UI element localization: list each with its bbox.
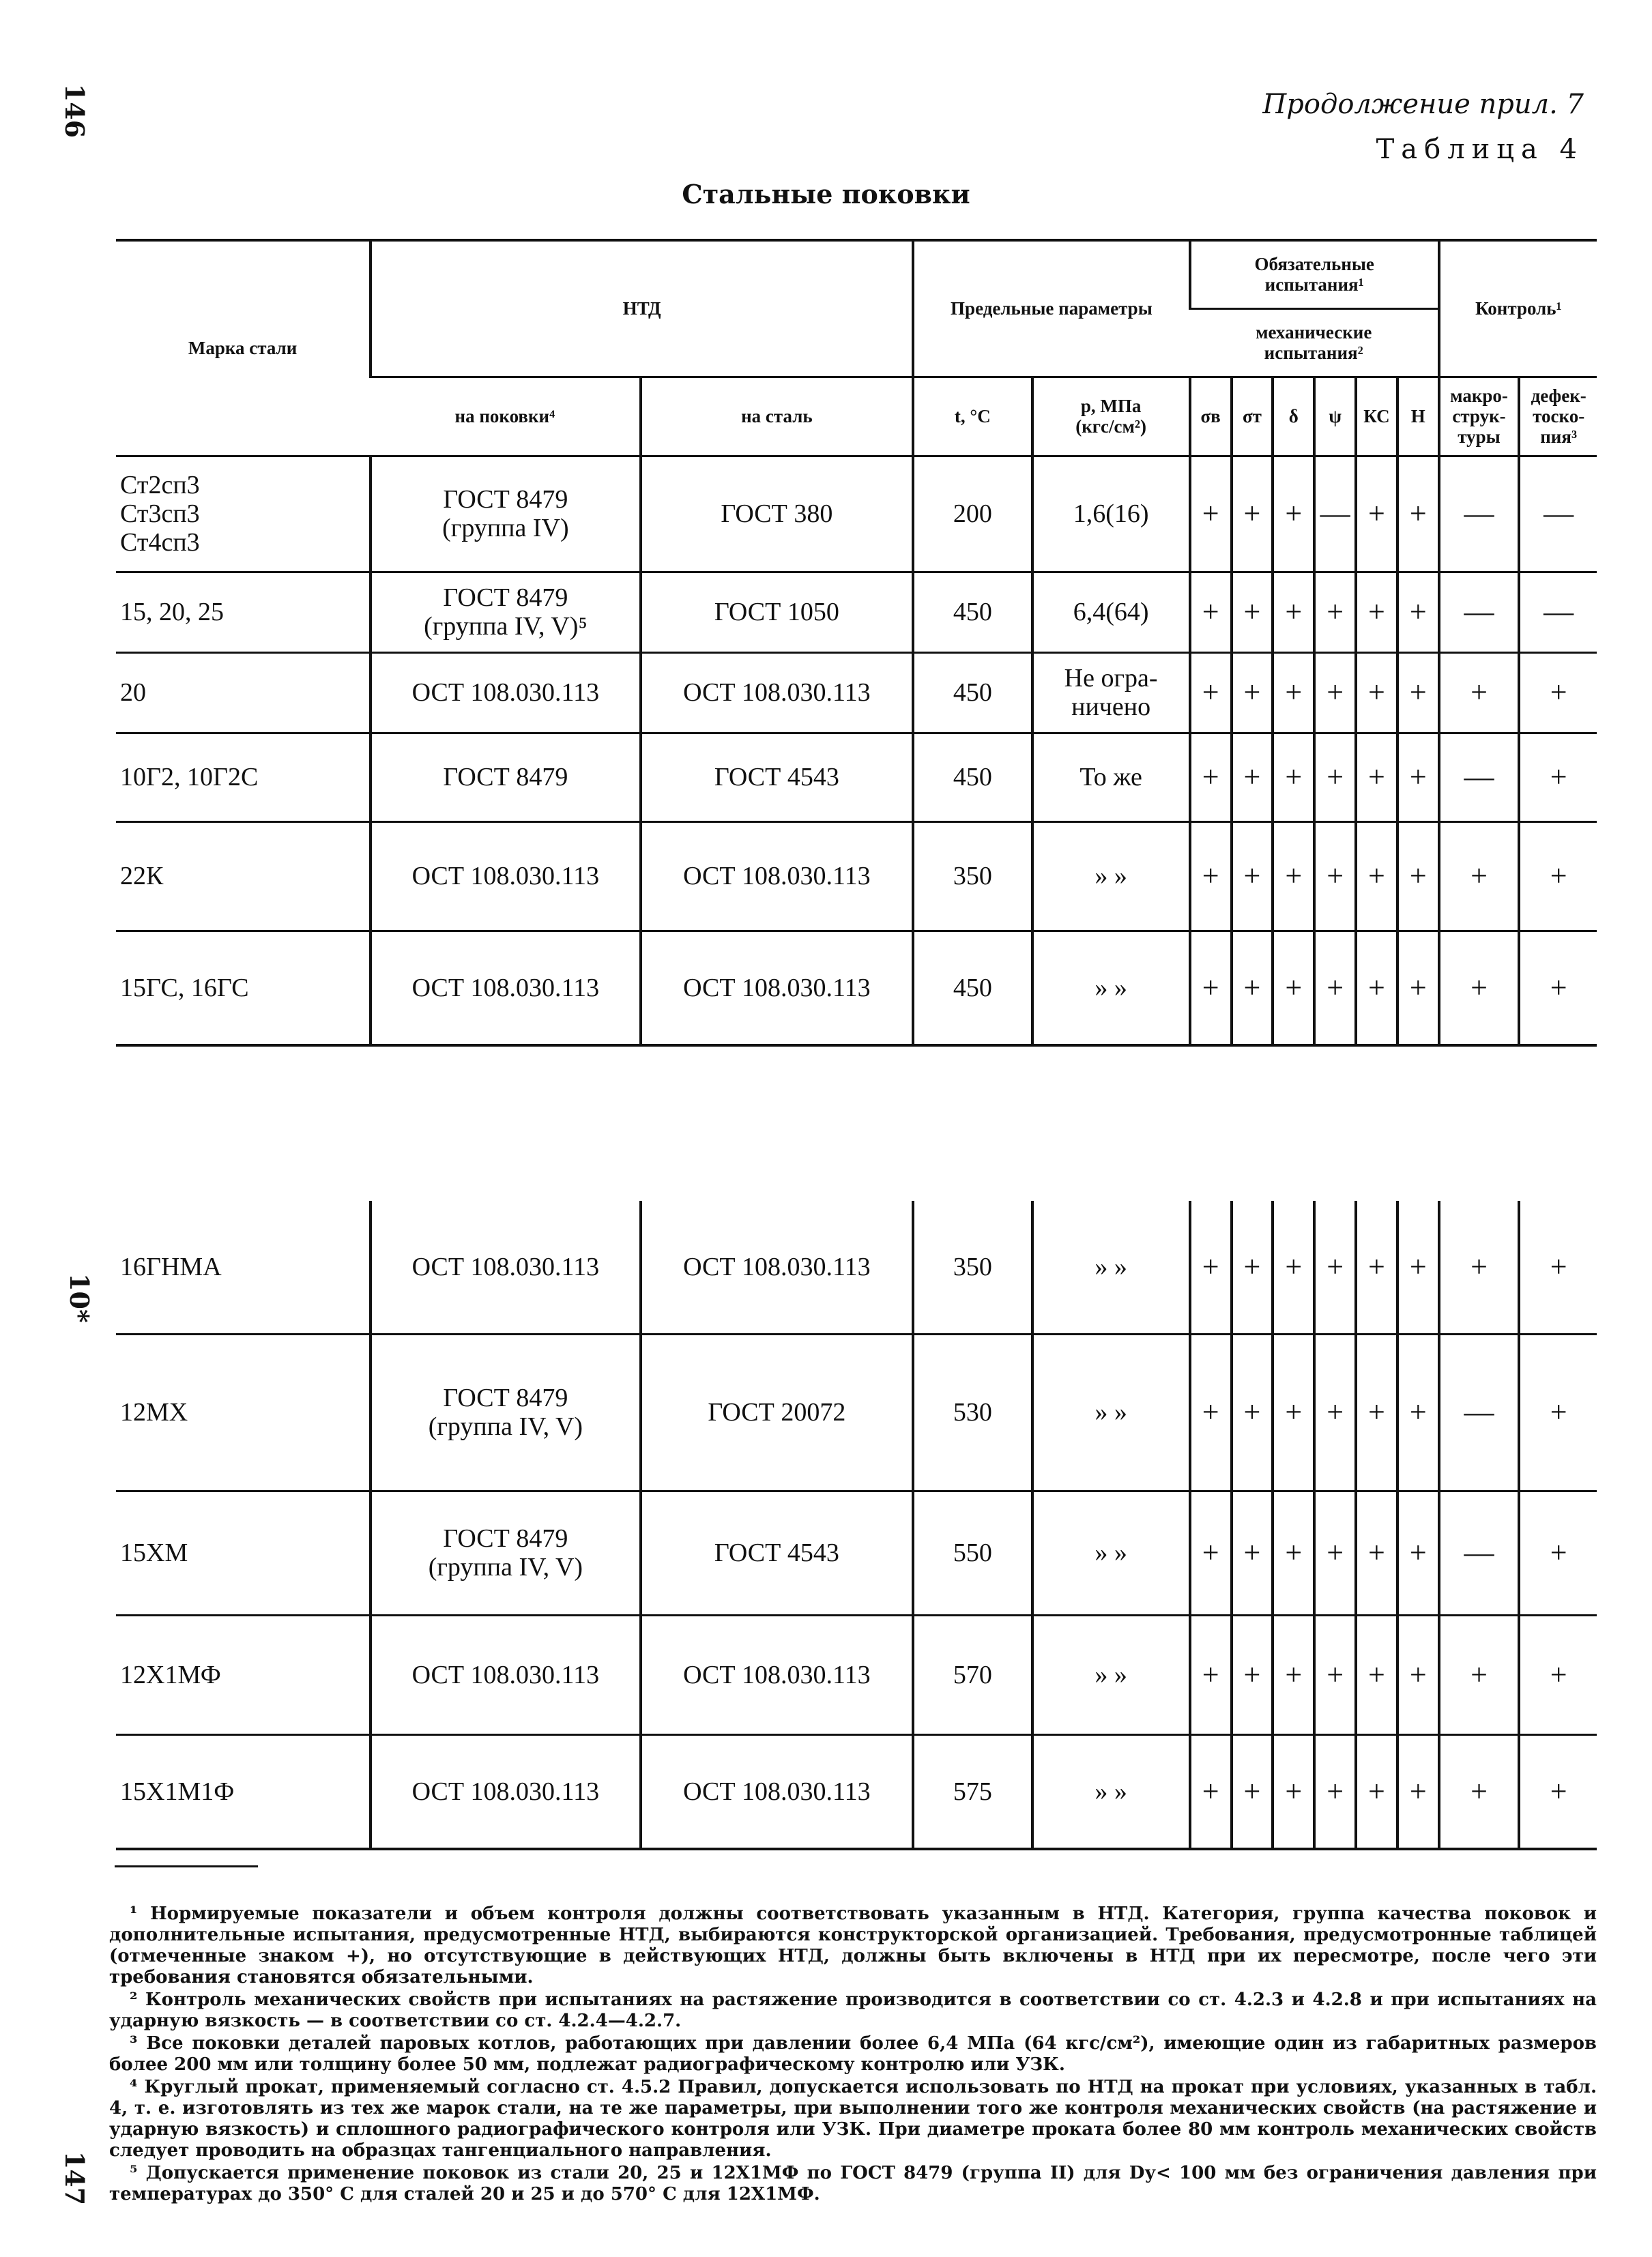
page-number-bottom: 147	[59, 2151, 91, 2206]
grade-cell: 12Х1МФ	[120, 1660, 221, 1689]
kc-cell: +	[1356, 456, 1397, 572]
col-sigma-b: σв	[1190, 377, 1232, 456]
footnote-rule	[115, 1865, 258, 1867]
steel-forgings-table-top	[116, 239, 1597, 1047]
macro-line1: макро-	[1450, 385, 1508, 406]
col-mech-tests	[1190, 308, 1439, 377]
kc-cell: +	[1356, 1334, 1397, 1491]
delta-cell: +	[1273, 1334, 1314, 1491]
table-row	[116, 733, 1597, 821]
h-cell: +	[1397, 652, 1439, 733]
t-cell: 450	[913, 931, 1032, 1045]
psi-cell: +	[1314, 1201, 1356, 1334]
t-cell: 450	[913, 572, 1032, 652]
ntd-forging-cell: ГОСТ 8479 (группа IV, V)	[371, 1334, 640, 1491]
defect-cell: +	[1519, 733, 1597, 821]
ntd-steel-cell: ГОСТ 380	[641, 456, 914, 572]
delta-cell: +	[1273, 572, 1314, 652]
macro-cell: —	[1439, 1491, 1520, 1615]
h-cell: +	[1397, 1615, 1439, 1734]
grade-cell: 10Г2, 10Г2С	[120, 763, 259, 791]
t-cell: 200	[913, 456, 1032, 572]
sigma-b-cell: +	[1190, 1334, 1232, 1491]
table-row	[116, 572, 1597, 652]
col-sigma-t: σт	[1232, 377, 1273, 456]
grade-cell: 20	[120, 678, 146, 707]
delta-cell: +	[1273, 1201, 1314, 1334]
h-cell: +	[1397, 821, 1439, 931]
col-t: t, °С	[913, 377, 1032, 456]
t-cell: 570	[913, 1615, 1032, 1734]
col-ntd-forgings: на поковки⁴	[371, 377, 640, 456]
sigma-b-cell: +	[1190, 652, 1232, 733]
delta-cell: +	[1273, 652, 1314, 733]
ntd-forging-cell: ОСТ 108.030.113	[371, 1734, 640, 1849]
ntd-steel-cell: ОСТ 108.030.113	[641, 1615, 914, 1734]
grade-cell: 15ХМ	[120, 1539, 188, 1567]
ntd-forging-cell: ОСТ 108.030.113	[371, 931, 640, 1045]
ntd-steel-cell: ОСТ 108.030.113	[641, 652, 914, 733]
p-cell: То же	[1032, 733, 1190, 821]
psi-cell: +	[1314, 1615, 1356, 1734]
col-delta: δ	[1273, 377, 1314, 456]
delta-cell: +	[1273, 821, 1314, 931]
macro-cell: —	[1439, 1334, 1520, 1491]
sigma-b-cell: +	[1190, 733, 1232, 821]
sigma-t-cell: +	[1232, 733, 1273, 821]
sigma-t-cell: +	[1232, 1491, 1273, 1615]
mandatory-tests-line2: испытания¹	[1264, 274, 1364, 295]
psi-cell: +	[1314, 1734, 1356, 1849]
macro-cell: +	[1439, 1201, 1520, 1334]
sigma-t-cell: +	[1232, 821, 1273, 931]
p-cell: » »	[1032, 1491, 1190, 1615]
ntd-steel-cell: ОСТ 108.030.113	[641, 1734, 914, 1849]
table-row	[116, 931, 1597, 1045]
table-body-top	[116, 456, 1597, 1045]
kc-cell: +	[1356, 821, 1397, 931]
col-ntd: НТД	[371, 240, 913, 377]
ntd-forging-cell: ОСТ 108.030.113	[371, 821, 640, 931]
defect-cell: +	[1519, 821, 1597, 931]
defect-cell: +	[1519, 1334, 1597, 1491]
sheet-mark: 10*	[63, 1273, 95, 1323]
kc-cell: +	[1356, 1615, 1397, 1734]
macro-cell: —	[1439, 733, 1520, 821]
psi-cell: +	[1314, 1491, 1356, 1615]
table-row	[116, 821, 1597, 931]
footnote: ⁴ Круглый прокат, применяемый согласно ст. 4.5.2 Правил, допускается использовать по НТД на прокат при условиях, указанных в табл. 4, т. е. изготовлять из тех же марок стали, на те же параметры, при выполнении того же контроля механических свойств (на растяжение и ударную вязкость) и сплошного радиографического контроля или УЗК. При диаметре проката более 80 мм контроль механических свойств следует проводить на образцах тангенциального направления.	[109, 2077, 1597, 2161]
macro-cell: —	[1439, 572, 1520, 652]
defect-line3: пия³	[1540, 426, 1578, 447]
ntd-steel-cell: ОСТ 108.030.113	[641, 821, 914, 931]
footnote: ⁵ Допускается применение поковок из стали 20, 25 и 12Х1МФ по ГОСТ 8479 (группа II) для Dу< 100 мм без ограничения давления при температурах до 350° С для сталей 20 и 25 и до 570° С для 12Х1МФ.	[109, 2163, 1597, 2204]
macro-cell: +	[1439, 1734, 1520, 1849]
sigma-t-cell: +	[1232, 1615, 1273, 1734]
t-cell: 450	[913, 652, 1032, 733]
p-cell: » »	[1032, 1734, 1190, 1849]
table-label: Таблица 4	[1376, 134, 1584, 165]
defect-cell: +	[1519, 1491, 1597, 1615]
macro-line3: туры	[1458, 426, 1501, 447]
sigma-t-cell: +	[1232, 652, 1273, 733]
psi-cell: +	[1314, 931, 1356, 1045]
col-h: Н	[1397, 377, 1439, 456]
grade-cell: 15, 20, 25	[120, 598, 224, 626]
grade-cell: 12МХ	[120, 1398, 188, 1427]
defect-cell: +	[1519, 931, 1597, 1045]
h-cell: +	[1397, 1491, 1439, 1615]
table-body-bottom	[116, 1201, 1597, 1849]
h-cell: +	[1397, 572, 1439, 652]
t-cell: 350	[913, 1201, 1032, 1334]
macro-cell: —	[1439, 456, 1520, 572]
defect-cell: —	[1519, 572, 1597, 652]
p-cell: Не огра- ничено	[1032, 652, 1190, 733]
p-cell: » »	[1032, 931, 1190, 1045]
ntd-forging-cell: ОСТ 108.030.113	[371, 1201, 640, 1334]
delta-cell: +	[1273, 1734, 1314, 1849]
t-cell: 530	[913, 1334, 1032, 1491]
kc-cell: +	[1356, 652, 1397, 733]
defect-cell: +	[1519, 1734, 1597, 1849]
col-mandatory-tests	[1190, 240, 1439, 308]
mech-tests-line1: механические	[1256, 322, 1372, 343]
p-cell: » »	[1032, 821, 1190, 931]
defect-cell: +	[1519, 652, 1597, 733]
kc-cell: +	[1356, 1734, 1397, 1849]
t-cell: 550	[913, 1491, 1032, 1615]
col-ntd-steel: на сталь	[641, 377, 914, 456]
footnote: ³ Все поковки деталей паровых котлов, работающих при давлении более 6,4 МПа (64 кгс/см²), имеющие один из габаритных размеров более 200 мм или толщину более 50 мм, подлежат радиографическому контролю или УЗК.	[109, 2033, 1597, 2075]
table-row	[116, 1615, 1597, 1734]
delta-cell: +	[1273, 1615, 1314, 1734]
sigma-t-cell: +	[1232, 572, 1273, 652]
sigma-b-cell: +	[1190, 572, 1232, 652]
sigma-t-cell: +	[1232, 1734, 1273, 1849]
table-row	[116, 1334, 1597, 1491]
h-cell: +	[1397, 931, 1439, 1045]
delta-cell: +	[1273, 733, 1314, 821]
macro-line2: струк-	[1452, 406, 1506, 426]
delta-cell: +	[1273, 456, 1314, 572]
sigma-b-cell: +	[1190, 456, 1232, 572]
mech-tests-line2: испытания²	[1264, 343, 1363, 363]
sigma-b-cell: +	[1190, 1734, 1232, 1849]
h-cell: +	[1397, 1201, 1439, 1334]
ntd-steel-cell: ГОСТ 20072	[641, 1334, 914, 1491]
kc-cell: +	[1356, 733, 1397, 821]
kc-cell: +	[1356, 931, 1397, 1045]
psi-cell: +	[1314, 733, 1356, 821]
grade-cell: 16ГНМА	[120, 1252, 222, 1281]
sigma-t-cell: +	[1232, 456, 1273, 572]
delta-cell: +	[1273, 931, 1314, 1045]
p-cell: » »	[1032, 1201, 1190, 1334]
footnote: ² Контроль механических свойств при испытаниях на растяжение производится в соответствии со ст. 4.2.3 и 4.2.8 и при испытаниях на ударную вязкость — в соответствии со ст. 4.2.4—4.2.7.	[109, 1990, 1597, 2031]
h-cell: +	[1397, 733, 1439, 821]
kc-cell: +	[1356, 572, 1397, 652]
p-cell: » »	[1032, 1615, 1190, 1734]
defect-cell: —	[1519, 456, 1597, 572]
ntd-steel-cell: ОСТ 108.030.113	[641, 1201, 914, 1334]
footnote: ¹ Нормируемые показатели и объем контроля должны соответствовать указанным в НТД. Категория, группа качества поковок и дополнительные испытания, предусмотренные НТД, выбираются конструкторской организацией. Требования, предусмотронные таблицей (отмеченные знаком +), но отсутствующие в действующих НТД, должны быть включены в НТД при их пересмотре, после чего эти требования становятся обязательными.	[109, 1904, 1597, 1987]
h-cell: +	[1397, 1334, 1439, 1491]
table-row	[116, 456, 1597, 572]
table-title: Стальные поковки	[682, 179, 970, 209]
psi-cell: —	[1314, 456, 1356, 572]
defect-line1: дефек-	[1531, 385, 1586, 406]
kc-cell: +	[1356, 1491, 1397, 1615]
delta-cell: +	[1273, 1491, 1314, 1615]
table-row	[116, 1734, 1597, 1849]
p-cell: 6,4(64)	[1032, 572, 1190, 652]
p-cell: » »	[1032, 1334, 1190, 1491]
col-kc: КС	[1356, 377, 1397, 456]
mandatory-tests-line1: Обязательные	[1254, 254, 1374, 275]
kc-cell: +	[1356, 1201, 1397, 1334]
col-p	[1032, 377, 1190, 456]
h-cell: +	[1397, 1734, 1439, 1849]
ntd-forging-cell: ОСТ 108.030.113	[371, 1615, 640, 1734]
grade-cell: Ст2сп3 Ст3сп3 Ст4сп3	[120, 471, 200, 557]
table-row	[116, 1201, 1597, 1334]
t-cell: 450	[913, 733, 1032, 821]
ntd-forging-cell: ГОСТ 8479	[371, 733, 640, 821]
ntd-steel-cell: ГОСТ 4543	[641, 733, 914, 821]
ntd-steel-cell: ОСТ 108.030.113	[641, 931, 914, 1045]
p-cell: 1,6(16)	[1032, 456, 1190, 572]
t-cell: 575	[913, 1734, 1032, 1849]
macro-cell: +	[1439, 931, 1520, 1045]
defect-cell: +	[1519, 1615, 1597, 1734]
sigma-b-cell: +	[1190, 821, 1232, 931]
macro-cell: +	[1439, 652, 1520, 733]
t-cell: 350	[913, 821, 1032, 931]
ntd-steel-cell: ГОСТ 1050	[641, 572, 914, 652]
page-number-top: 146	[59, 83, 91, 139]
grade-cell: 15ГС, 16ГС	[120, 973, 249, 1002]
col-steel-grade: Марка стали	[116, 240, 371, 456]
psi-cell: +	[1314, 652, 1356, 733]
macro-cell: +	[1439, 821, 1520, 931]
ntd-forging-cell: ОСТ 108.030.113	[371, 652, 640, 733]
sigma-b-cell: +	[1190, 1201, 1232, 1334]
sigma-b-cell: +	[1190, 1491, 1232, 1615]
ntd-steel-cell: ГОСТ 4543	[641, 1491, 914, 1615]
psi-cell: +	[1314, 572, 1356, 652]
grade-cell: 15Х1М1Ф	[120, 1777, 235, 1806]
macro-cell: +	[1439, 1615, 1520, 1734]
grade-cell: 22К	[120, 862, 164, 890]
col-defect	[1519, 377, 1597, 456]
sigma-b-cell: +	[1190, 1615, 1232, 1734]
p-line1: p, МПа	[1080, 396, 1142, 416]
ntd-forging-cell: ГОСТ 8479 (группа IV, V)⁵	[371, 572, 640, 652]
defect-cell: +	[1519, 1201, 1597, 1334]
col-psi: ψ	[1314, 377, 1356, 456]
ntd-forging-cell: ГОСТ 8479 (группа IV, V)	[371, 1491, 640, 1615]
sigma-t-cell: +	[1232, 1201, 1273, 1334]
sigma-t-cell: +	[1232, 1334, 1273, 1491]
col-macro	[1439, 377, 1520, 456]
sigma-t-cell: +	[1232, 931, 1273, 1045]
col-control: Контроль¹	[1439, 240, 1597, 377]
sigma-b-cell: +	[1190, 931, 1232, 1045]
psi-cell: +	[1314, 821, 1356, 931]
table-row	[116, 1491, 1597, 1615]
steel-forgings-table-bottom	[116, 1201, 1597, 1850]
continuation-note: Продолжение прил. 7	[1262, 89, 1584, 120]
table-row	[116, 652, 1597, 733]
footnotes	[109, 1904, 1597, 2207]
psi-cell: +	[1314, 1334, 1356, 1491]
h-cell: +	[1397, 456, 1439, 572]
p-line2: (кгс/см²)	[1075, 416, 1146, 437]
defect-line2: тоско-	[1533, 406, 1585, 426]
ntd-forging-cell: ГОСТ 8479 (группа IV)	[371, 456, 640, 572]
col-limit-params: Предельные параметры	[913, 240, 1190, 377]
